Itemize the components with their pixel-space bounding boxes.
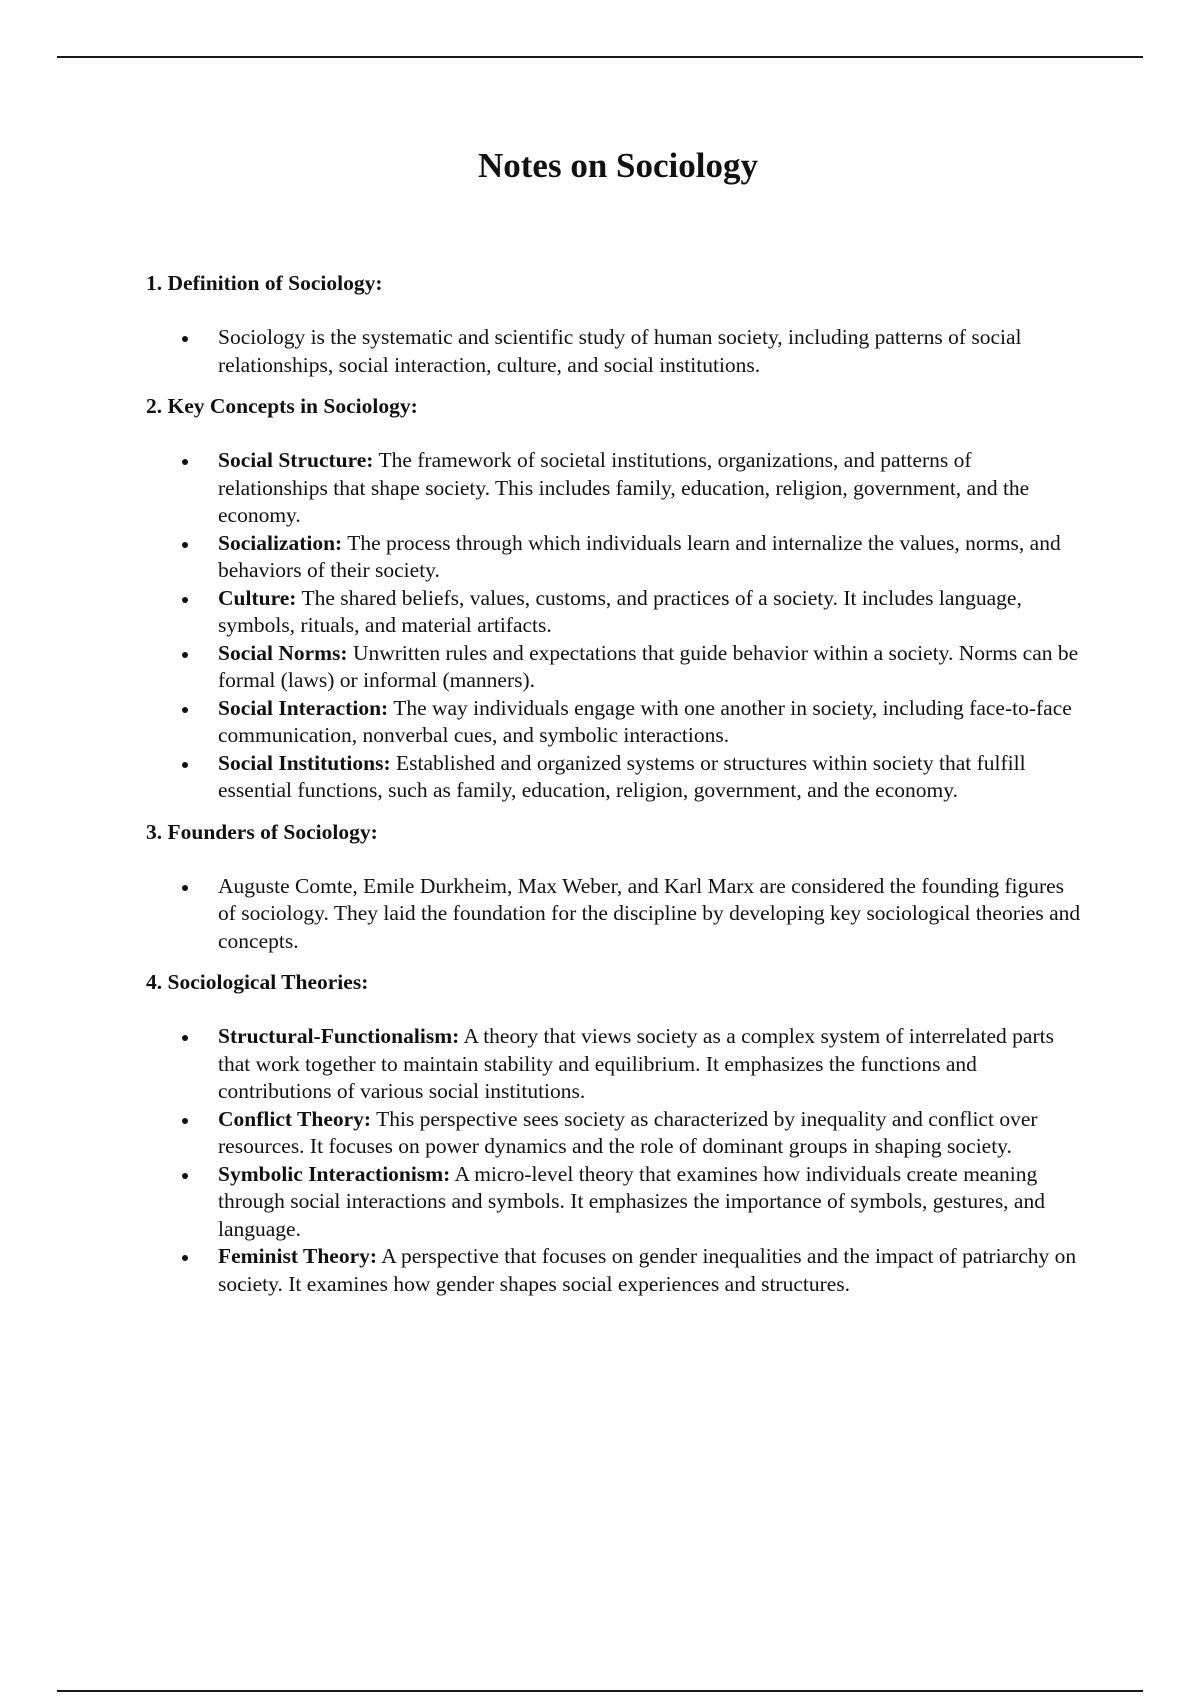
list-item xyxy=(146,873,1086,956)
item-text: A theory that views society as a complex system of interrelated parts that work together to maintain stability and equilibrium. It emphasizes the functions and contributions of various social institutions. xyxy=(218,1024,1054,1103)
bullet-list xyxy=(146,324,1086,379)
page-title: Notes on Sociology xyxy=(478,146,758,185)
section-heading: 1. Definition of Sociology: xyxy=(146,271,383,295)
list-item xyxy=(146,1243,1086,1298)
bottom-rule xyxy=(57,1690,1143,1692)
list-item xyxy=(146,585,1086,640)
item-term: Symbolic Interactionism: xyxy=(218,1161,451,1186)
list-item xyxy=(146,530,1086,585)
bullet-icon xyxy=(182,652,188,658)
item-text: The process through which individuals learn and internalize the values, norms, and behaviors of their society. xyxy=(218,530,1061,582)
item-term: Conflict Theory: xyxy=(218,1106,372,1131)
section-heading: 3. Founders of Sociology: xyxy=(146,819,378,844)
section-founders xyxy=(146,818,1086,956)
bullet-icon xyxy=(182,459,188,465)
bullet-icon xyxy=(182,1118,188,1124)
bullet-icon xyxy=(182,1173,188,1179)
item-term: Structural-Functionalism: xyxy=(218,1024,460,1048)
bullet-icon xyxy=(182,762,188,768)
list-item xyxy=(146,1023,1086,1106)
list-item xyxy=(146,324,1086,379)
item-term: Feminist Theory: xyxy=(218,1244,378,1268)
item-text: Established and organized systems or structures within society that fulfill essential functions, such as family, education, religion, government, and the economy. xyxy=(218,750,1026,802)
list-item xyxy=(146,1106,1086,1161)
document-body xyxy=(146,269,1086,1311)
list-item xyxy=(146,1161,1086,1244)
section-heading: 2. Key Concepts in Sociology: xyxy=(146,394,418,418)
bullet-icon xyxy=(182,336,188,342)
bullet-icon xyxy=(182,707,188,713)
list-item xyxy=(146,750,1086,805)
bullet-icon xyxy=(182,542,188,548)
list-item xyxy=(146,640,1086,695)
bullet-icon xyxy=(182,1035,188,1041)
item-term: Social Interaction: xyxy=(218,695,389,720)
item-term: Culture: xyxy=(218,585,297,610)
section-definition xyxy=(146,269,1086,379)
item-term: Socialization: xyxy=(218,530,343,555)
item-text: Unwritten rules and expectations that guide behavior within a society. Norms can be formal (laws) or informal (manners). xyxy=(218,640,1079,692)
section-key-concepts xyxy=(146,392,1086,805)
top-rule xyxy=(57,56,1143,58)
bullet-icon xyxy=(182,1255,188,1261)
section-heading: 4. Sociological Theories: xyxy=(146,970,369,994)
bullet-icon xyxy=(182,597,188,603)
bullet-list xyxy=(146,447,1086,805)
bullet-list xyxy=(146,873,1086,956)
item-text: The way individuals engage with one another in society, including face-to-face communication, nonverbal cues, and symbolic interactions. xyxy=(218,695,1072,747)
item-term: Social Norms: xyxy=(218,640,348,665)
item-term: Social Structure: xyxy=(218,448,374,472)
item-text: Auguste Comte, Emile Durkheim, Max Weber, and Karl Marx are considered the founding figures of sociology. They laid the foundation for the discipline by developing key sociological theories and concepts. xyxy=(218,873,1081,953)
item-text: The shared beliefs, values, customs, and practices of a society. It includes language, symbols, rituals, and material artifacts. xyxy=(218,585,1022,637)
item-text: This perspective sees society as characterized by inequality and conflict over resources. It focuses on power dynamics and the role of dominant groups in shaping society. xyxy=(218,1106,1038,1158)
item-text: A perspective that focuses on gender inequalities and the impact of patriarchy on society. It examines how gender shapes social experiences and structures. xyxy=(218,1244,1077,1296)
item-text: The framework of societal institutions, organizations, and patterns of relationships that shape society. This includes family, education, religion, government, and the economy. xyxy=(218,448,1030,527)
list-item xyxy=(146,695,1086,750)
item-text: A micro-level theory that examines how individuals create meaning through social interactions and symbols. It emphasizes the importance of symbols, gestures, and language. xyxy=(218,1161,1045,1241)
section-theories xyxy=(146,968,1086,1298)
bullet-icon xyxy=(182,885,188,891)
item-term: Social Institutions: xyxy=(218,750,391,775)
bullet-list xyxy=(146,1023,1086,1298)
list-item xyxy=(146,447,1086,530)
item-text: Sociology is the systematic and scientific study of human society, including patterns of social relationships, social interaction, culture, and social institutions. xyxy=(218,325,1022,377)
